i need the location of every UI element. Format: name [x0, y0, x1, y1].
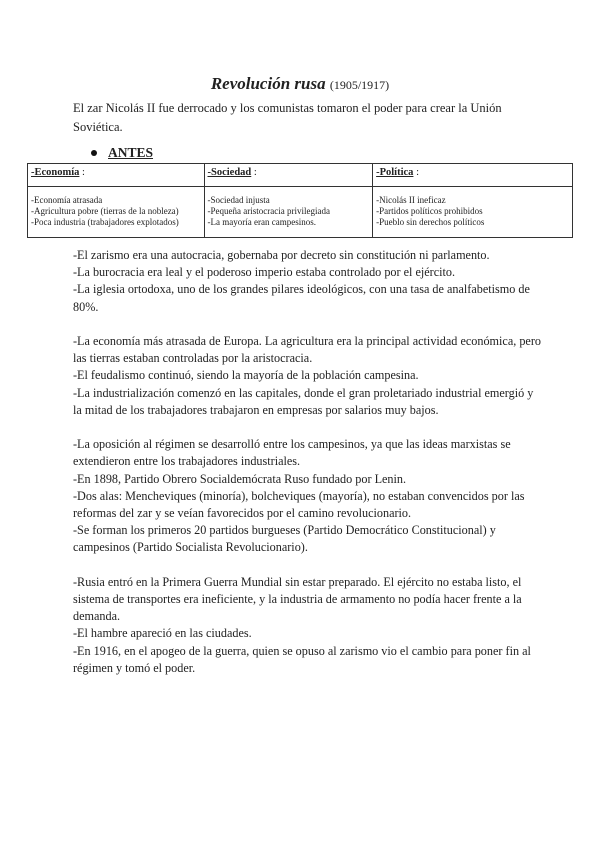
document-title	[0, 74, 600, 95]
text-line: -El hambre apareció en las ciudades.	[73, 626, 252, 641]
summary-table	[27, 163, 573, 238]
text-line: -El zarismo era una autocracia, gobernaba por decreto sin constitución ni parlamento.	[73, 248, 490, 262]
table-header-politica	[373, 164, 573, 187]
table-header-economia	[28, 164, 205, 187]
header-label: -Sociedad	[207, 167, 252, 178]
section-heading-label: ANTES	[108, 145, 154, 160]
cell-line: -Agricultura pobre (tierras de la nobleza)	[31, 206, 179, 216]
text-line: -La industrialización comenzó en las capitales, donde el gran proletariado industrial emergió y la mitad de los trabajadores trabajaron en empresas por salarios muy bajos.	[73, 385, 534, 417]
text-line: -La iglesia ortodoxa, uno de los grandes pilares ideológicos, con una tasa de analfabetismo de 80%.	[73, 282, 530, 314]
table-header-row	[28, 164, 573, 187]
title-main: Revolución rusa	[210, 74, 326, 93]
text-line: -La burocracia era leal y el poderoso imperio estaba controlado por el ejército.	[73, 265, 456, 280]
table-header-sociedad	[204, 164, 373, 187]
cell-line: -La mayoría eran campesinos.	[207, 217, 316, 227]
text-line: -Rusia entró en la Primera Guerra Mundial sin estar preparado. El ejército no estaba listo, el sistema de transportes era ineficiente, y la industria de armamento no podía hacer frente a la demanda.	[73, 574, 522, 624]
section-heading	[91, 145, 153, 161]
table-cell-politica	[373, 187, 573, 238]
text-line: -La economía más atrasada de Europa. La agricultura era la principal actividad económica, pero las tierras estaban controladas por la aristocracia.	[73, 334, 541, 366]
text-line: -Se forman los primeros 20 partidos burgueses (Partido Democrático Constitucional) y campesinos (Partido Socialista Revolucionario).	[73, 523, 496, 555]
cell-line: -Pueblo sin derechos políticos	[376, 217, 485, 227]
table-cell-sociedad	[204, 187, 373, 238]
text-line: -Dos alas: Mencheviques (minoría), bolcheviques (mayoría), no estaban convencidos por las reformas del zar y se veían favorecidos por el camino revolucionario.	[73, 488, 525, 521]
cell-line: -Nicolás II ineficaz	[376, 195, 446, 205]
header-label: -Economía	[31, 167, 80, 178]
table-row	[28, 187, 573, 238]
body-text	[73, 247, 543, 694]
cell-line: -Poca industria (trabajadores explotados)	[31, 217, 179, 227]
bullet-icon	[91, 150, 97, 156]
cell-line: -Economía atrasada	[31, 195, 103, 205]
paragraph-guerra	[73, 574, 543, 677]
table-cell-economia	[28, 187, 205, 238]
paragraph-economia	[73, 333, 543, 419]
text-line: -En 1898, Partido Obrero Socialdemócrata Ruso fundado por Lenin.	[73, 471, 407, 486]
paragraph-zarismo	[73, 247, 543, 316]
text-line: -En 1916, en el apogeo de la guerra, quien se opuso al zarismo vio el cambio para poner fin al régimen y tomó el poder.	[73, 643, 531, 675]
header-suffix: :	[79, 167, 85, 178]
header-suffix: :	[413, 167, 419, 178]
cell-line: -Pequeña aristocracia privilegiada	[207, 206, 330, 216]
intro-paragraph: El zar Nicolás II fue derrocado y los comunistas tomaron el poder para crear la Unión Soviética.	[73, 101, 502, 134]
title-years: (1905/1917)	[329, 78, 390, 92]
cell-line: -Sociedad injusta	[207, 195, 270, 205]
text-line: -El feudalismo continuó, siendo la mayoría de la población campesina.	[73, 368, 419, 383]
paragraph-oposicion	[73, 436, 543, 556]
cell-line: -Partidos políticos prohibidos	[376, 206, 483, 216]
text-line: -La oposición al régimen se desarrolló entre los campesinos, ya que las ideas marxistas se extendieron entre los trabajadores industriales.	[73, 437, 511, 469]
header-label: -Política	[376, 167, 414, 178]
header-suffix: :	[251, 167, 257, 178]
